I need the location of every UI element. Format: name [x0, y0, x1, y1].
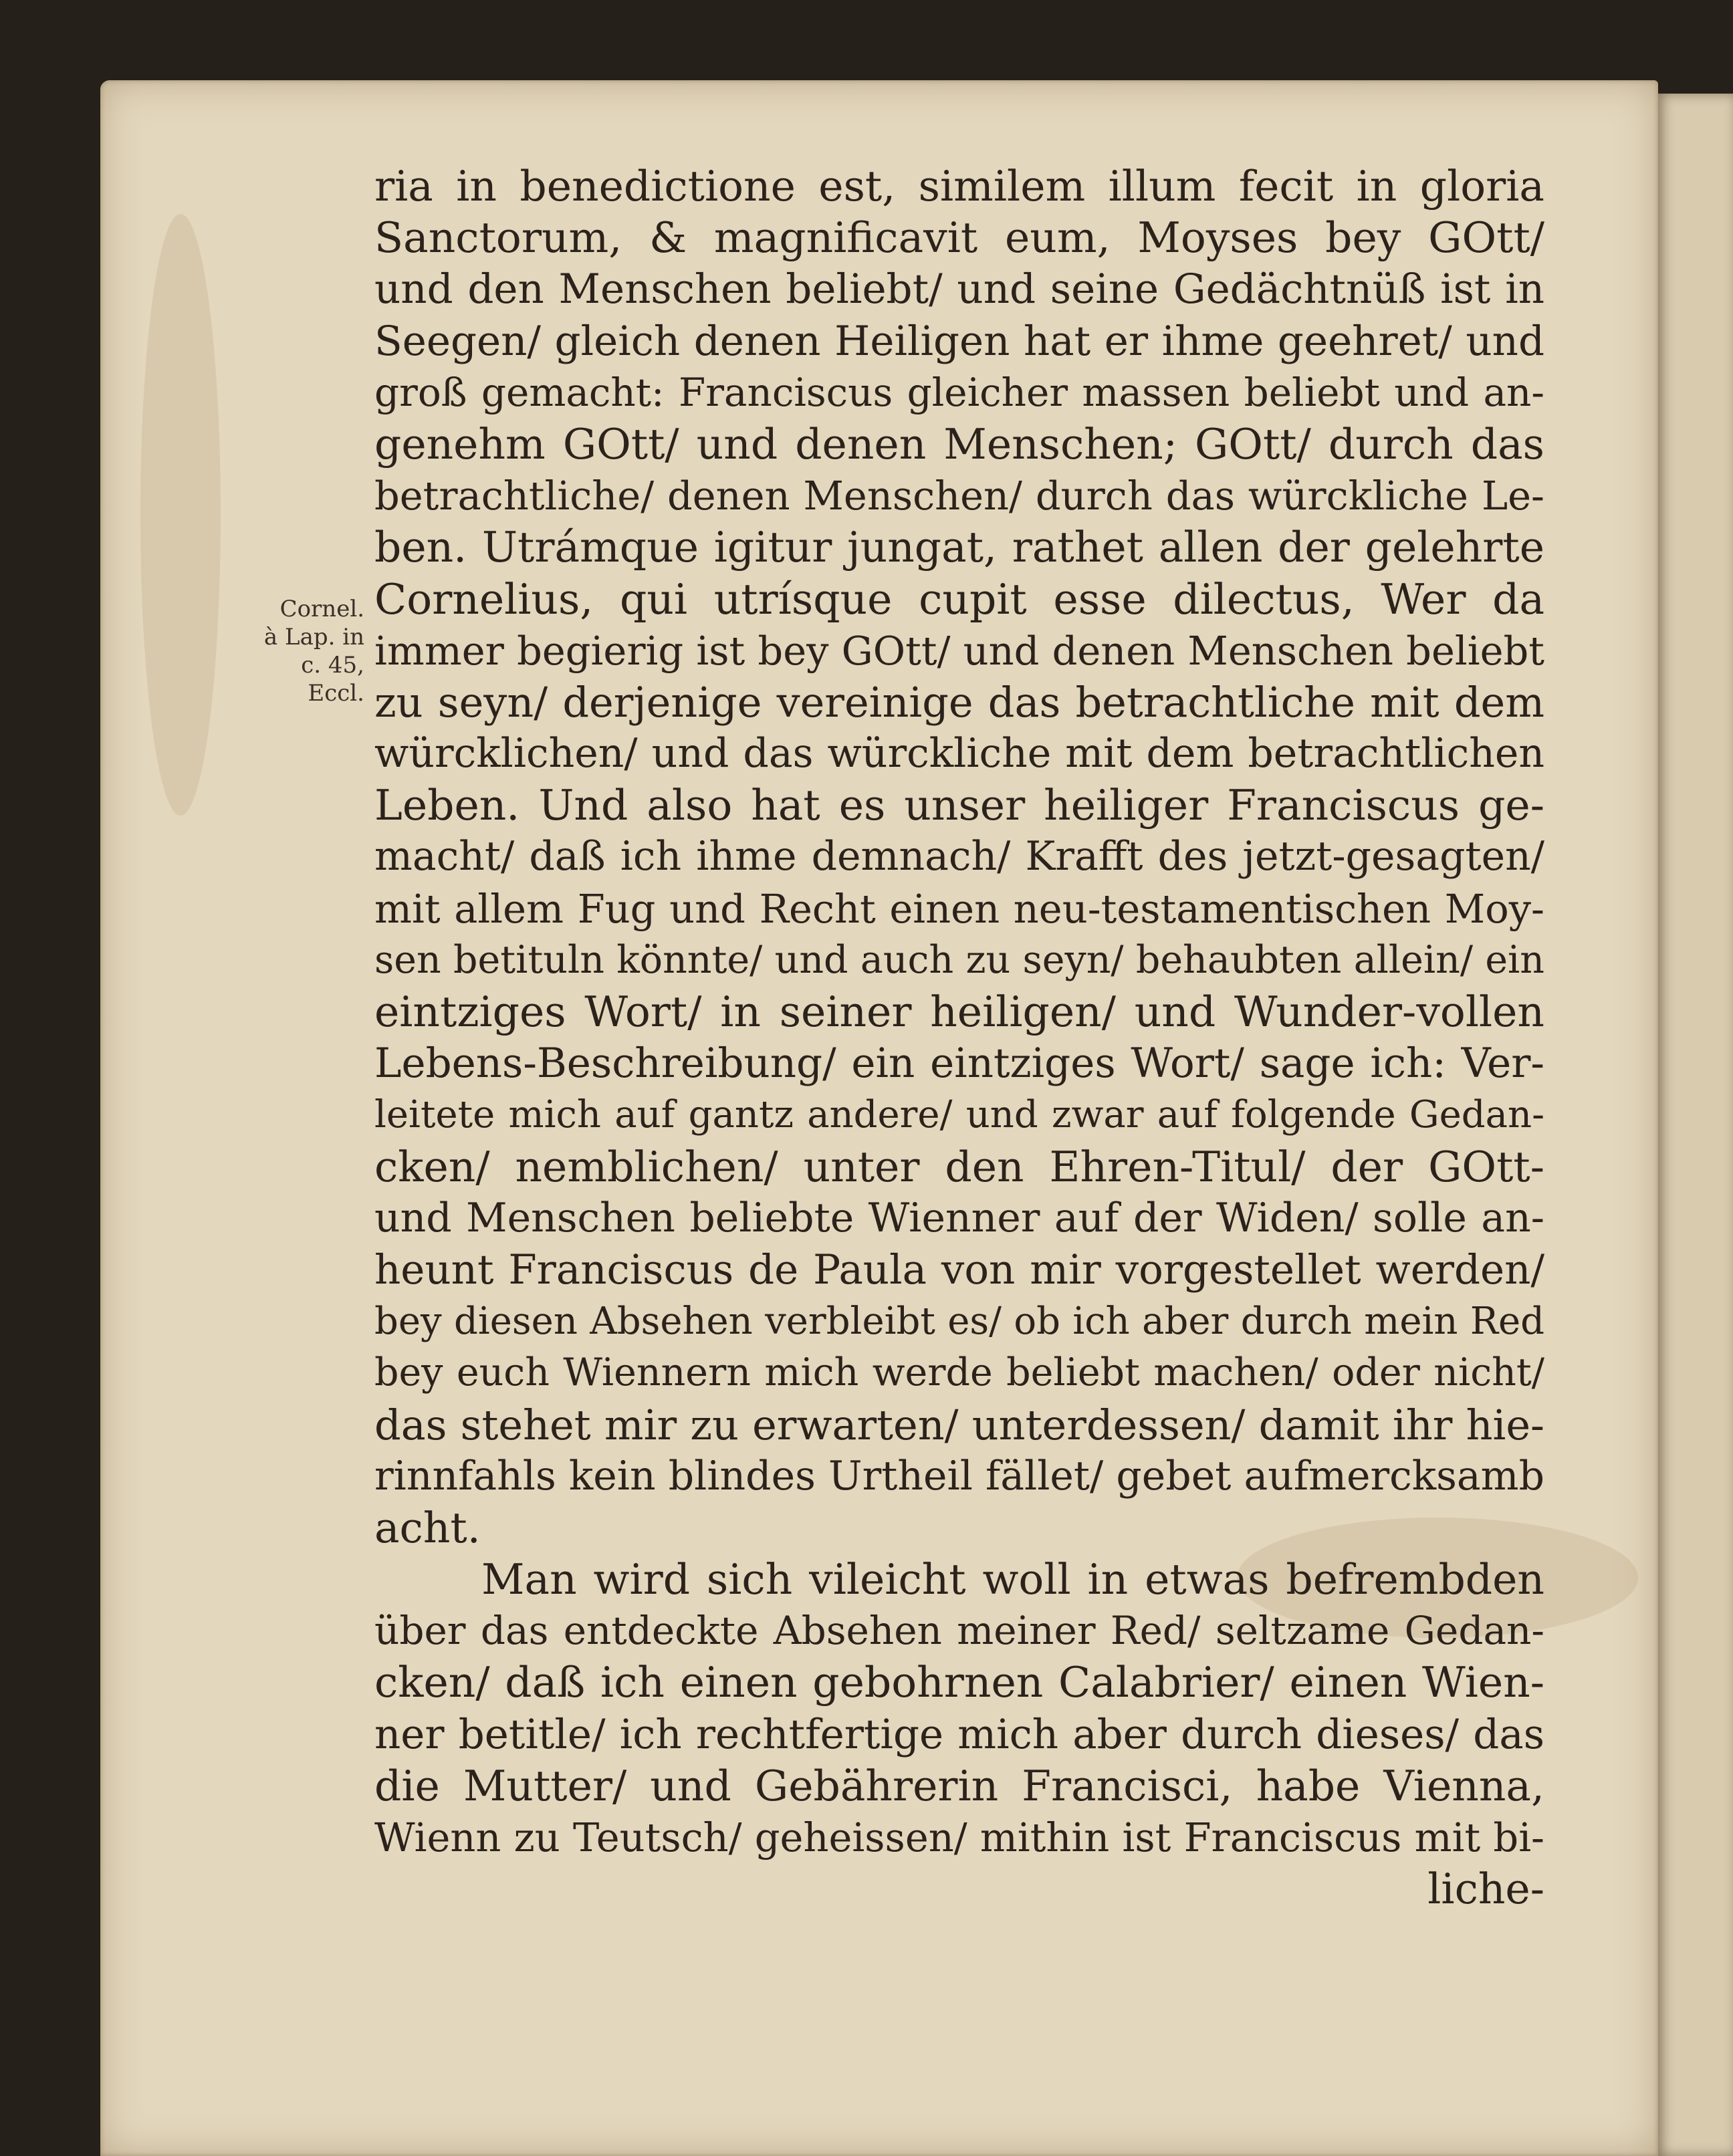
text-line: genehm GOtt/ und denen Menschen; GOtt/ durch das: [374, 419, 1544, 469]
text-line: Leben. Und also hat es unser heiliger Franciscus ge-: [374, 781, 1544, 830]
text-line: über das entdeckte Absehen meiner Red/ seltzame Gedan-: [374, 1608, 1544, 1654]
text-line: bey diesen Absehen verbleibt es/ ob ich aber durch mein Red: [374, 1300, 1544, 1344]
text-line: ria in benedictione est, similem illum fecit in gloria: [374, 162, 1544, 211]
text-line: ben. Utrámque igitur jungat, rathet allen der gelehrte: [374, 523, 1544, 572]
text-line: cken/ nemblichen/ unter den Ehren-Titul/ der GOtt-: [374, 1142, 1544, 1191]
text-line: Man wird sich vileicht woll in etwas befrembden: [481, 1555, 1544, 1604]
text-line: und Menschen beliebte Wienner auf der Widen/ solle an-: [374, 1194, 1544, 1241]
margin-citation: [204, 595, 364, 707]
text-line: immer begierig ist bey GOtt/ und denen Menschen beliebt: [374, 627, 1544, 674]
text-line: bey euch Wiennern mich werde beliebt machen/ oder nicht/: [374, 1350, 1544, 1395]
text-line: ner betitle/ ich rechtfertige mich aber durch dieses/ das: [374, 1710, 1544, 1758]
text-line: leitete mich auf gantz andere/ und zwar auf folgende Gedan-: [374, 1093, 1544, 1137]
text-line: die Mutter/ und Gebährerin Francisci, habe Vienna,: [374, 1761, 1544, 1810]
text-line: Sanctorum, & magnificavit eum, Moyses bey GOtt/: [374, 213, 1544, 263]
text-line: würcklichen/ und das würckliche mit dem betrachtlichen: [374, 730, 1544, 777]
text-line: heunt Franciscus de Paula von mir vorgestellet werden/: [374, 1245, 1544, 1294]
text-line: acht.: [374, 1503, 481, 1552]
margin-line: c. 45,: [301, 652, 364, 679]
margin-line: Cornel.: [279, 596, 364, 622]
margin-line: à Lap. in: [263, 624, 364, 650]
text-line: das stehet mir zu erwarten/ unterdessen/ damit ihr hie-: [374, 1400, 1544, 1449]
text-line: eintziges Wort/ in seiner heiligen/ und Wunder-vollen: [374, 987, 1544, 1036]
text-line: Lebens-Beschreibung/ ein eintziges Wort/ sage ich: Ver-: [374, 1040, 1544, 1088]
text-line: cken/ daß ich einen gebohrnen Calabrier/ einen Wien-: [374, 1658, 1544, 1707]
paper-stain: [140, 214, 221, 816]
margin-line: Eccl.: [308, 680, 364, 707]
adjacent-page-edge: [1658, 94, 1733, 2156]
text-line: rinnfahls kein blindes Urtheil fället/ gebet aufmercksamb: [374, 1452, 1544, 1500]
catchword: liche-: [1427, 1865, 1544, 1914]
text-line: mit allem Fug und Recht einen neu-testamentischen Moy-: [374, 885, 1544, 932]
text-line: und den Menschen beliebt/ und seine Gedächtnüß ist in: [374, 265, 1544, 314]
text-line: Wienn zu Teutsch/ geheissen/ mithin ist Franciscus mit bi-: [374, 1814, 1544, 1861]
text-line: groß gemacht: Franciscus gleicher massen beliebt und an-: [374, 369, 1544, 415]
text-line: betrachtliche/ denen Menschen/ durch das würckliche Le-: [374, 473, 1544, 519]
body-text: [374, 160, 1544, 1915]
text-line: sen betituln könnte/ und auch zu seyn/ behaubten allein/ ein: [374, 937, 1544, 982]
text-line: macht/ daß ich ihme demnach/ Krafft des jetzt-gesagten/: [374, 833, 1544, 880]
text-line: zu seyn/ derjenige vereinige das betrachtliche mit dem: [374, 677, 1544, 727]
text-line: Cornelius, qui utrísque cupit esse dilectus, Wer da: [374, 574, 1544, 624]
text-line: Seegen/ gleich denen Heiligen hat er ihme geehret/ und: [374, 317, 1544, 365]
